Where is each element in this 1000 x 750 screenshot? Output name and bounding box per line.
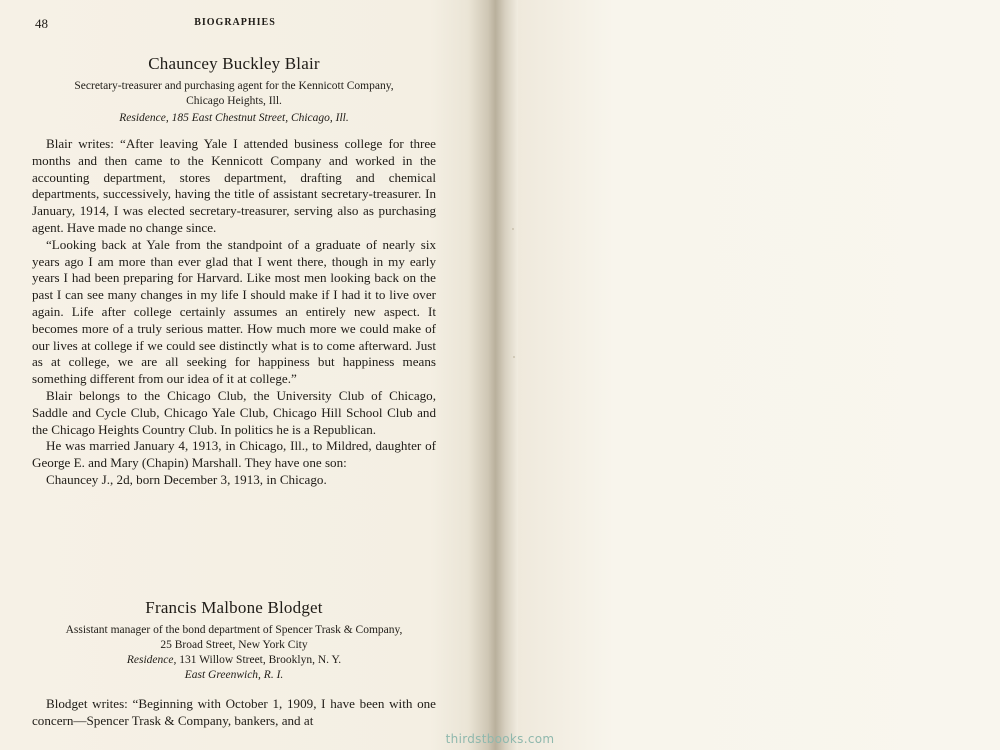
body-paragraph: Blair belongs to the Chicago Club, the University Club of Chicago, Saddle and Cycle Club, Chicago Yale Club, Chicago Hill School Club and the Chicago Heights Country Club. In politics he is a Republican. bbox=[32, 387, 436, 437]
page-header bbox=[35, 16, 435, 32]
entry-blair-body bbox=[32, 136, 436, 489]
paper-speck bbox=[513, 356, 515, 358]
watermark-text: thirdstbooks.com bbox=[445, 732, 555, 746]
entry-name: Chauncey Buckley Blair bbox=[148, 54, 320, 73]
entry-blodget-body bbox=[32, 696, 436, 730]
body-paragraph: He was married January 4, 1913, in Chicago, Ill., to Mildred, daughter of George E. and Mary (Chapin) Marshall. They have one son: bbox=[32, 438, 436, 471]
running-head: BIOGRAPHIES bbox=[194, 17, 276, 28]
body-paragraph: Blair writes: “After leaving Yale I attended business college for three months and then came to the Kennicott Company and worked in the accounting department, stores department, drafting and chemical departments, successively, having the title of assistant secretary-treasurer. In January, 1914, I was elected secretary-treasurer, serving also as purchasing agent. Have made no change since. bbox=[32, 136, 436, 235]
entry-residence bbox=[32, 653, 436, 668]
body-paragraph: Chauncey J., 2d, born December 3, 1913, in Chicago. bbox=[46, 471, 327, 487]
entry-residence: Residence, 185 East Chestnut Street, Chicago, Ill. bbox=[119, 112, 349, 124]
body-paragraph: “Looking back at Yale from the standpoint of a graduate of nearly six years ago I am more than ever glad that I went there, though in my early years I had been preparing for Harvard. Like most men looking back on the past I can see many changes in my life I should make if I had it to live over again. Life after college certainly assumes an entirely new aspect. It becomes more of a truly serious matter. How much more we could make of our lives at college if we could see distinctly what is to come afterward. Just as at college, we are all seeking for happiness but happiness means something different from our idea of it at college.” bbox=[32, 236, 436, 387]
entry-blodget bbox=[32, 598, 436, 683]
entry-position-line: Assistant manager of the bond department of Spencer Trask & Company, bbox=[65, 624, 403, 636]
entry-blair bbox=[32, 54, 436, 126]
book-gutter bbox=[468, 0, 518, 750]
entry-residence-2: East Greenwich, R. I. bbox=[184, 669, 284, 681]
right-page-blank bbox=[518, 0, 1000, 750]
body-paragraph: Blodget writes: “Beginning with October 1, 1909, I have been with one concern—Spencer Trask & Company, bankers, and at bbox=[32, 696, 436, 728]
residence-label: Residence, bbox=[126, 654, 177, 666]
page-number: 48 bbox=[35, 16, 48, 31]
entry-name: Francis Malbone Blodget bbox=[145, 598, 323, 617]
paper-speck bbox=[512, 228, 514, 230]
entry-position-line: Secretary-treasurer and purchasing agent for the Kennicott Company, bbox=[74, 80, 394, 92]
residence-value: 131 Willow Street, Brooklyn, N. Y. bbox=[179, 654, 342, 666]
entry-position-line: Chicago Heights, Ill. bbox=[186, 95, 282, 107]
entry-position-line: 25 Broad Street, New York City bbox=[160, 639, 308, 651]
